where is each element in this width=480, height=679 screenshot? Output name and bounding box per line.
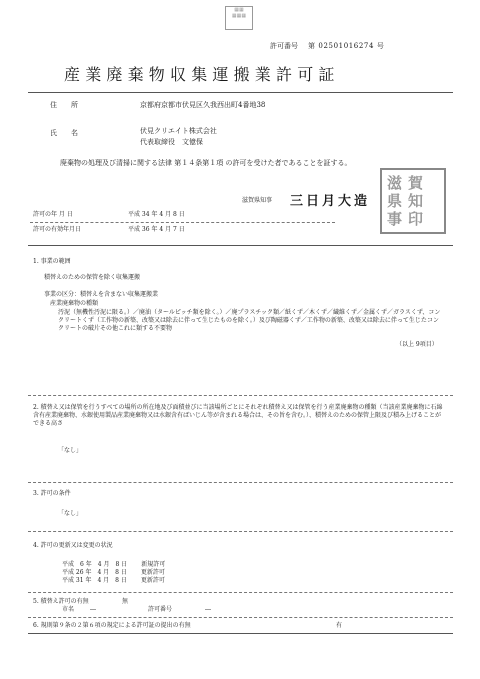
- history-type: 新規許可: [141, 561, 166, 568]
- issue-date-label: 許可の年 月 日: [33, 211, 73, 218]
- section2-heading: 2. 積替え又は保管を行うすべての場所の所在地及び面積並びに当該場所ごとにそれぞれ積替え又は保管を行う産業廃棄物の種類（当該産業廃棄物に石綿含有産業廃棄物、水銀使用製品産業廃棄物又は水銀含有ばいじん等が含まれる場合は、その旨を含む。）、積替えのための保管上限及び積み上げることができる高さ: [33, 404, 443, 427]
- history-list: [62, 561, 165, 585]
- official-seal: 滋 賀 県 知 事 印: [380, 168, 446, 234]
- divider: [28, 592, 453, 593]
- history-date: 平成 31 年 4 月 8 日: [62, 577, 127, 584]
- section1-scope: 積替えのための保管を除く収集運搬: [44, 274, 141, 281]
- history-row: [62, 561, 165, 569]
- name-label: 氏 名: [50, 129, 78, 137]
- section3-value: 「なし」: [58, 510, 83, 517]
- divider: [28, 482, 453, 483]
- authority-name: 三日月大造: [290, 194, 371, 209]
- section4-heading: 4. 許可の更新又は変更の状況: [33, 542, 113, 549]
- city-label: 市名: [62, 606, 75, 613]
- certification-text: 廃棄物の処理及び清掃に関する法律 第１４条第１項 の許可を受けた者であることを証する。: [60, 159, 352, 167]
- issue-date: 平成 34 年 4 月 8 日: [128, 211, 185, 218]
- divider: [28, 617, 453, 618]
- divider: [28, 245, 453, 246]
- address-value: 京都府京都市伏見区久我西出町4番地38: [140, 101, 266, 109]
- transfer-permit-label: 許可番号: [148, 606, 173, 613]
- divider: [28, 92, 453, 93]
- history-type: 更新許可: [140, 569, 165, 576]
- section1-category: 事業の区分：積替えを含まない収集運搬業: [44, 291, 159, 298]
- divider: [28, 633, 453, 634]
- divider: [28, 395, 453, 396]
- permit-number: 第 02501016274 号: [308, 42, 385, 50]
- waste-types-list: 汚泥（無機性汚泥に限る。）／廃油（タールピッチ類を除く。）／廃プラスチック類／紙くず／木くず／繊維くず／金属くず／ガラスくず、コンクリートくず（工作物の新築、改築又は除去に伴って生じたものを除く。）及び陶磁器くず／工作物の新築、改築又は除去に伴って生じたコンクリートの破片その他これに類する不要物: [58, 309, 441, 332]
- permit-number-label: 許可番号: [270, 42, 298, 50]
- section2-value: 「なし」: [58, 447, 83, 454]
- transfer-permit-value: ―: [205, 606, 211, 613]
- divider: [30, 222, 335, 223]
- waste-types-label: 産業廃棄物の種類: [50, 300, 99, 307]
- waste-types-count: （以上 9項目）: [396, 341, 438, 348]
- section3-heading: 3. 許可の条件: [33, 490, 71, 497]
- company-name: 伏見クリエイト株式会社: [140, 127, 217, 135]
- section5-heading: 5. 積替え許可の有無: [33, 598, 89, 605]
- expiry-date-label: 許可の有効年月日: [33, 226, 82, 233]
- section6-heading: 6. 規則第９条の２第６項の規定による許可証の提出の有無: [33, 622, 191, 629]
- history-row: [62, 577, 165, 585]
- history-date: 平成 6 年 4 月 8 日: [62, 561, 128, 568]
- receipt-stamp: ▦▦ ▦▦▦: [225, 6, 253, 30]
- section5-value: 無: [122, 598, 129, 605]
- authority-label: 滋賀県知事: [242, 197, 273, 204]
- section6-value: 有: [336, 622, 343, 629]
- section1-heading: 1. 事業の範囲: [33, 258, 71, 265]
- history-type: 更新許可: [140, 577, 165, 584]
- representative-name: 代表取締役 文億保: [140, 138, 203, 146]
- city-value: ―: [90, 606, 96, 613]
- history-date: 平成 26 年 4 月 8 日: [62, 569, 127, 576]
- page-title: 産業廃棄物収集運搬業許可証: [64, 65, 340, 84]
- divider: [28, 531, 453, 532]
- address-label: 住 所: [50, 101, 78, 109]
- expiry-date: 平成 36 年 4 月 7 日: [128, 226, 185, 233]
- history-row: [62, 569, 165, 577]
